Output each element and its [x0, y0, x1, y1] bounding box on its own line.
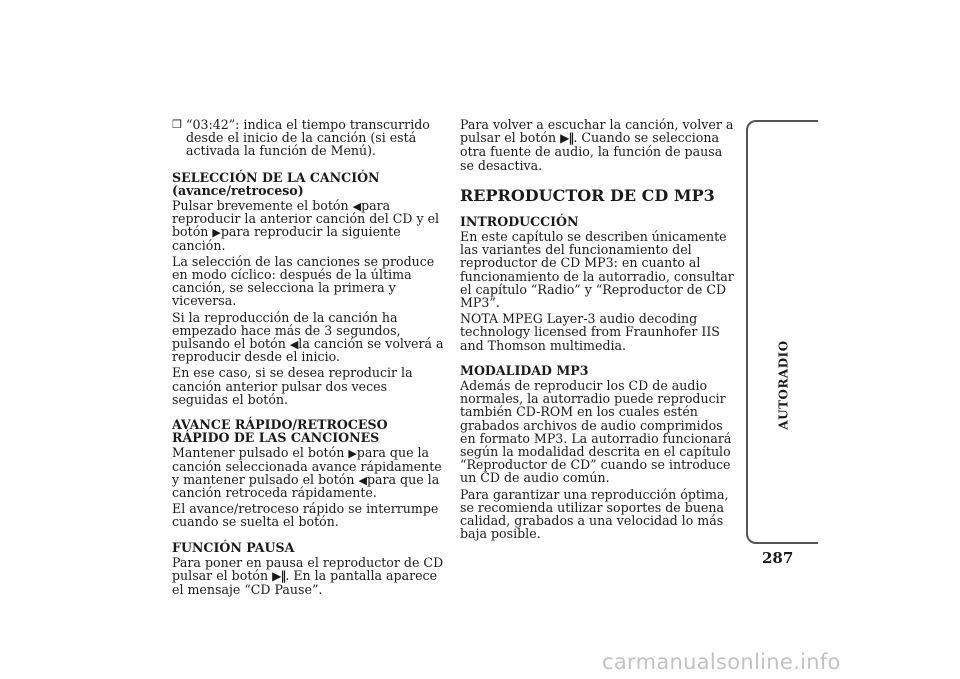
text-run: para que la canción seleccionada avance rápidamente y mantener pulsado el botón: [172, 445, 442, 487]
next-track-icon: ▶: [212, 226, 221, 240]
text-run: . Cuando se selecciona otra fuente de audio, la función de pausa se desactiva.: [460, 130, 723, 173]
paragraph: La selección de las canciones se produce en modo cíclico: después de la última canción, se selecciona la primera y viceversa.: [172, 253, 435, 309]
paragraph: En ese caso, si se desea reproducir la canción anterior pulsar dos veces seguidas el botón.: [172, 365, 413, 407]
text-run: la canción se volverá a reproducir desde el inicio.: [172, 336, 444, 365]
text-run: para reproducir la siguiente canción.: [172, 224, 401, 253]
prev-track-icon: ◀: [289, 338, 299, 352]
section-label: [773, 340, 795, 430]
paragraph: [460, 118, 736, 172]
right-column: [460, 118, 736, 543]
play-pause-icon: ▶‖: [272, 569, 286, 584]
text-run: Para volver a escuchar la canción, volver a pulsar el botón: [460, 117, 734, 146]
bullet-text: “03:42”: indica el tiempo transcurrido desde el inicio de la canción (si está activada la función de Menú).: [186, 117, 430, 159]
text-run: Mantener pulsado el botón: [172, 445, 349, 461]
paragraph: En este capítulo se describen únicamente las variantes del funcionamiento del reproductor de CD MP3: en cuanto al funcionamiento de la autorradio, consultar el capítulo “Radio” y “Reproductor de CD MP3”.: [460, 229, 734, 311]
text-run: para reproducir la anterior canción del CD y el botón: [172, 198, 440, 240]
page-number: 287: [762, 549, 794, 567]
section-heading-introduction: INTRODUCCIÓN: [460, 213, 579, 229]
section-label-text: AUTORADIO: [777, 340, 792, 430]
chapter-title: REPRODUCTOR DE CD MP3: [460, 185, 715, 205]
paragraph: [172, 446, 444, 499]
paragraph: NOTA MPEG Layer-3 audio decoding technology licensed from Fraunhofer IIS and Thomson multimedia.: [460, 311, 720, 353]
paragraph: [172, 311, 444, 364]
paragraph: Para garantizar una reproducción óptima, se recomienda utilizar soportes de buena calidad, grabados a una velocidad lo más baja posible.: [460, 486, 729, 542]
text-run: Pulsar brevemente el botón: [172, 198, 353, 214]
play-pause-icon: ▶‖: [560, 131, 574, 146]
checkbox-bullet-icon: ❒: [172, 118, 182, 131]
paragraph: [172, 199, 444, 252]
prev-track-icon: ◀: [352, 200, 362, 214]
section-heading-mp3-mode: MODALIDAD MP3: [460, 362, 589, 378]
left-column: [172, 118, 444, 600]
paragraph: Además de reproducir los CD de audio normales, la autorradio puede reproducir también CD-ROM en los cuales estén grabados archivos de audio comprimidos en formato MP3. La autorradio funcionará según la modalidad descrita en el capítulo “Reproductor de CD” cuando se introduce un CD de audio común.: [460, 378, 732, 486]
section-heading-track-selection: SELECCIÓN DE LA CANCIÓN (avance/retroceso): [172, 169, 380, 198]
text-run: para que la canción retroceda rápidamente.: [172, 471, 440, 501]
section-heading-fast-forward: AVANCE RÁPIDO/RETROCESO RÁPIDO DE LAS CANCIONES: [172, 417, 388, 446]
bullet-item: [172, 118, 444, 158]
paragraph: [172, 556, 444, 597]
text-run: . En la pantalla aparece el mensaje “CD Pause”.: [172, 568, 438, 598]
text-run: Si la reproducción de la canción ha empezado hace más de 3 segundos, pulsando el botón: [172, 309, 401, 352]
prev-track-icon: ◀: [358, 473, 367, 487]
chapter-tab-frame: [746, 120, 818, 544]
watermark: carmanualsonline.info: [602, 650, 841, 674]
paragraph: El avance/retroceso rápido se interrumpe cuando se suelta el botón.: [172, 501, 439, 530]
text-run: Para poner en pausa el reproductor de CD pulsar el botón: [172, 554, 444, 584]
section-heading-pause: FUNCIÓN PAUSA: [172, 539, 295, 555]
next-track-icon: ▶: [348, 447, 357, 461]
